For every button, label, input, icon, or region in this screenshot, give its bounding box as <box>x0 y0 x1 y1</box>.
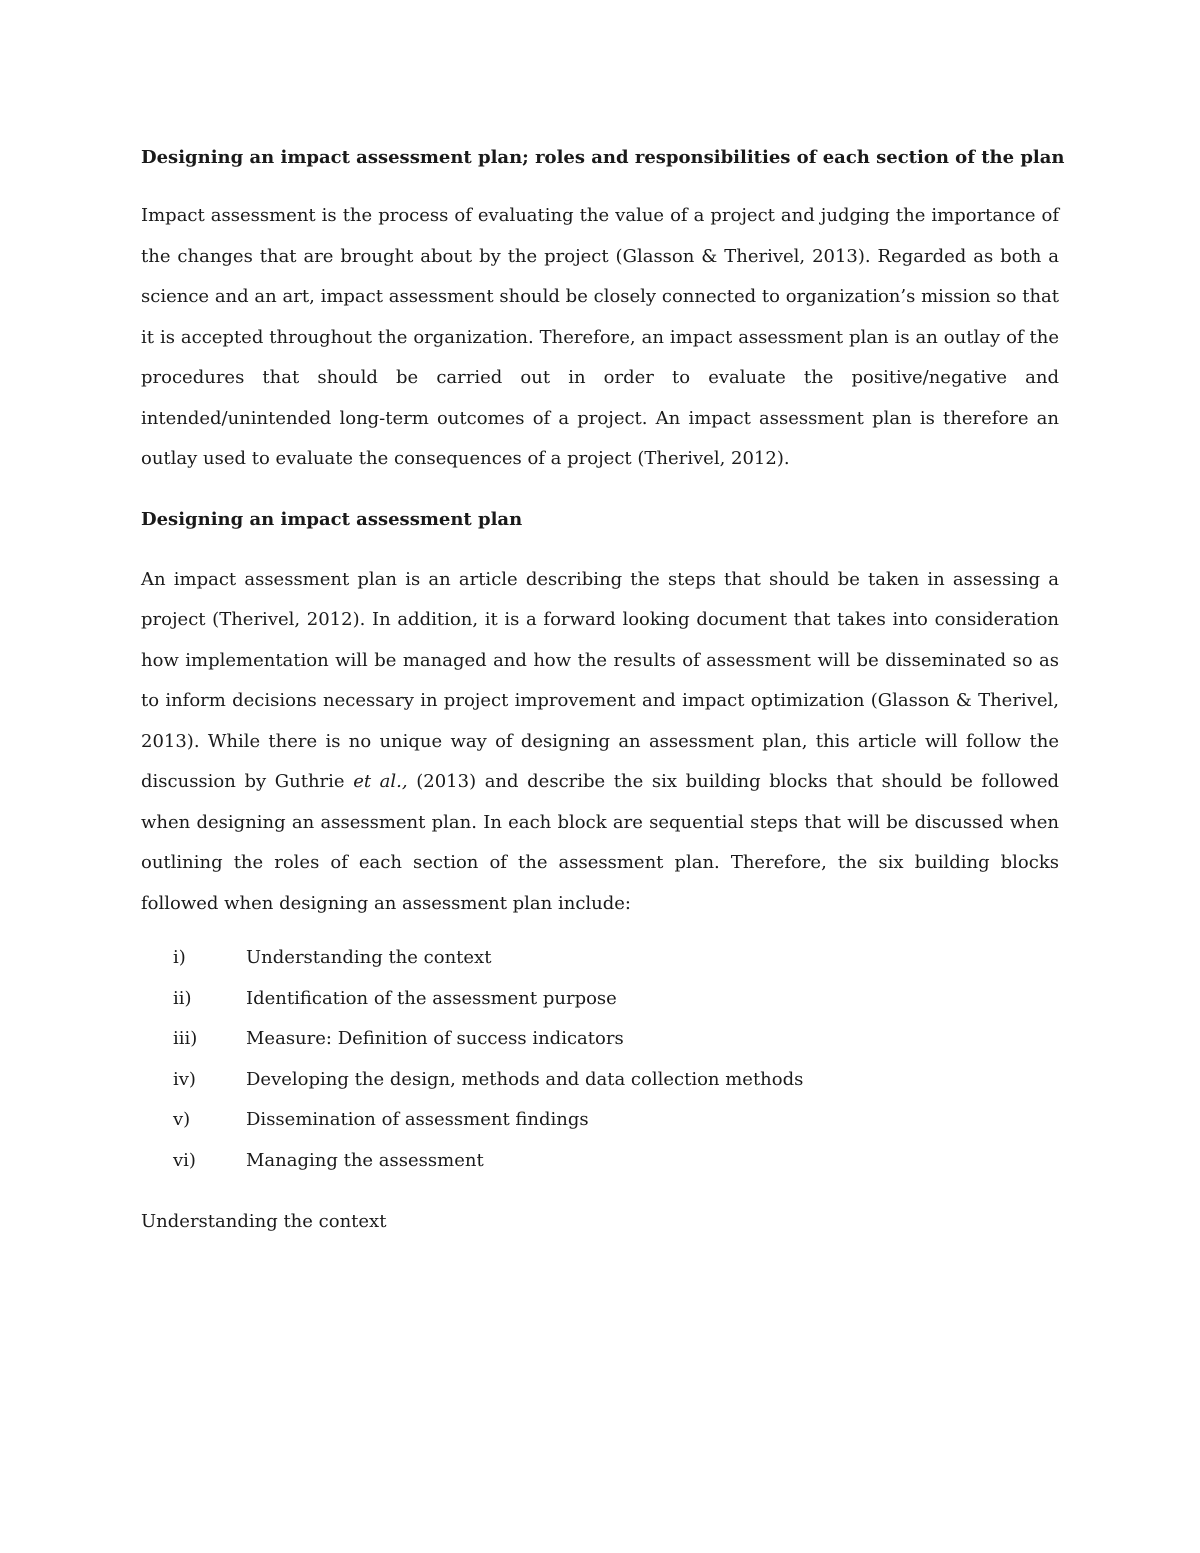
list-item <box>141 1141 1059 1182</box>
intro-paragraph: Impact assessment is the process of evaluating the value of a project and judging the importance of the changes that are brought about by the project (Glasson & Therivel, 2013). Regarded as both a science and an art, impact assessment should be closely connected to organization’s mission so that it is accepted throughout the organization. Therefore, an impact assessment plan is an outlay of the procedures that should be carried out in order to evaluate the positive/negative and intended/unintended long-term outcomes of a project. An impact assessment plan is therefore an outlay used to evaluate the consequences of a project (Therivel, 2012). <box>141 205 1059 469</box>
list-item-text: Managing the assessment <box>246 1149 484 1171</box>
list-item <box>141 979 1059 1020</box>
list-item-text: Dissemination of assessment findings <box>246 1109 589 1131</box>
list-item-text: Measure: Definition of success indicators <box>246 1028 624 1050</box>
section-paragraph <box>141 560 1059 925</box>
list-item-number: iv) <box>173 1068 196 1090</box>
list-item-number: v) <box>173 1109 191 1131</box>
list-item <box>141 1100 1059 1141</box>
document-title: Designing an impact assessment plan; roles and responsibilities of each section of the plan <box>141 147 1065 168</box>
list-item-number: i) <box>173 947 186 968</box>
list-item <box>141 1060 1059 1101</box>
list-item-text: Developing the design, methods and data collection methods <box>246 1068 804 1090</box>
list-item <box>141 1019 1059 1060</box>
building-blocks-list <box>141 938 1059 1182</box>
section-paragraph-part2: (2013) and describe the six building blocks that should be followed when designing an assessment plan. In each block are sequential steps that will be discussed when outlining the roles of each section of the assessment plan. Therefore, the six building blocks followed when designing an assessment plan include: <box>141 771 1059 914</box>
list-item-number: vi) <box>173 1149 196 1171</box>
list-item <box>141 938 1059 979</box>
subsection-label: Understanding the context <box>141 1210 387 1232</box>
document-page <box>141 138 1065 1242</box>
list-item-number: iii) <box>173 1028 198 1050</box>
section-paragraph-part1: An impact assessment plan is an article describing the steps that should be taken in assessing a project (Therivel, 2012). In addition, it is a forward looking document that takes into consideration how implementation will be managed and how the results of assessment will be disseminated so as to inform decisions necessary in project improvement and impact optimization (Glasson & Therivel, 2013). While there is no unique way of designing an assessment plan, this article will follow the discussion by Guthrie <box>141 568 1059 792</box>
section-paragraph-italic: et al., <box>353 771 408 792</box>
list-item-text: Identification of the assessment purpose <box>246 987 617 1009</box>
list-item-text: Understanding the context <box>246 947 492 968</box>
list-item-number: ii) <box>173 987 192 1009</box>
section-heading: Designing an impact assessment plan <box>141 508 523 530</box>
